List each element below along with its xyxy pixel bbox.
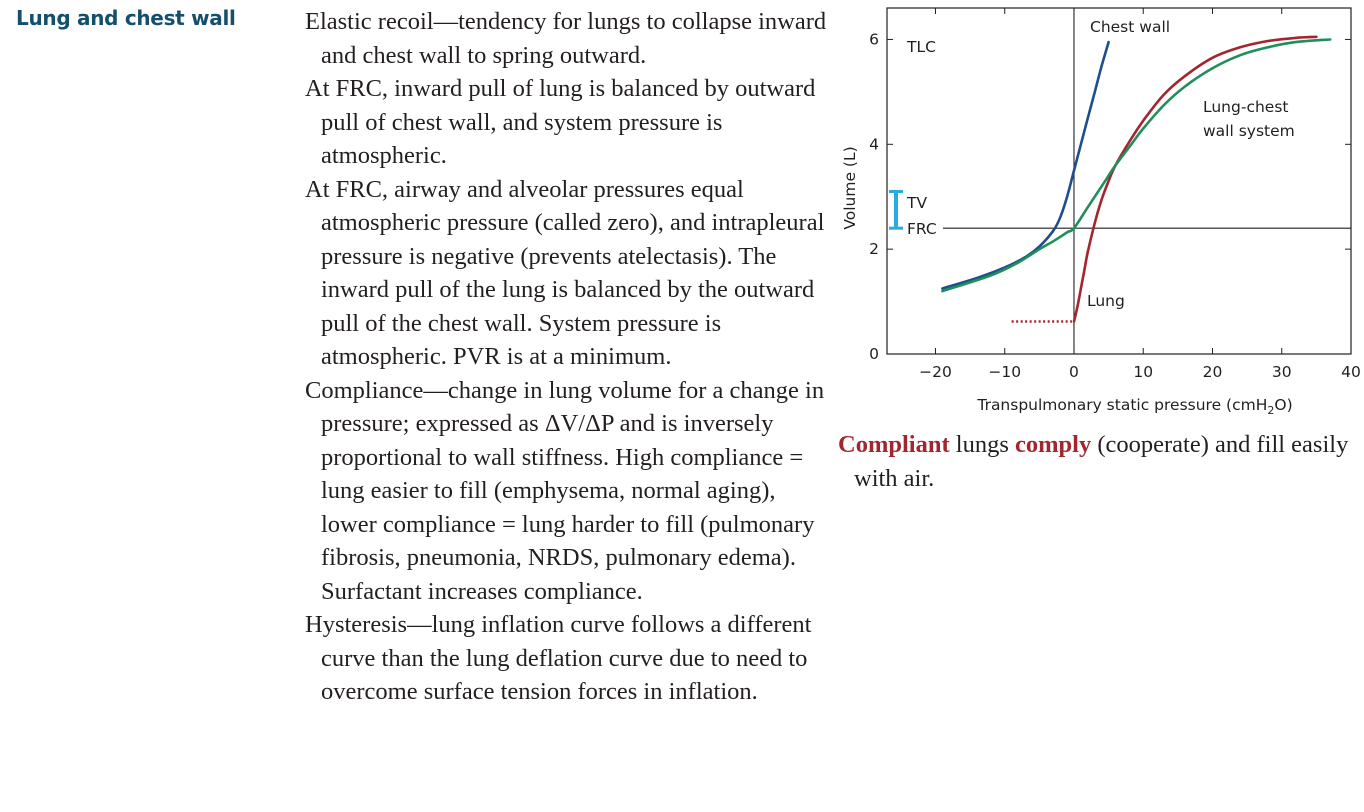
caption-text-2: (cooperate) and fill easily with air. xyxy=(854,431,1349,492)
x-axis-label xyxy=(976,396,1292,417)
x-tick-label: −10 xyxy=(988,363,1022,381)
caption-compliant: Compliant xyxy=(838,431,950,458)
chest-wall-label: Chest wall xyxy=(1090,18,1171,36)
y-tick-label: 4 xyxy=(869,135,879,154)
body-text xyxy=(305,5,835,709)
chest-wall-curve xyxy=(942,42,1108,288)
paragraph-elastic-recoil: Elastic recoil—tendency for lungs to collapse inward and chest wall to spring outward. xyxy=(305,8,827,69)
caption-text-1: lungs xyxy=(949,431,1015,458)
compliance-chart xyxy=(835,0,1361,420)
chart-canvas xyxy=(835,0,1361,420)
x-tick-label: 30 xyxy=(1271,363,1292,381)
y-tick-label: 0 xyxy=(869,345,879,363)
x-tick-label: −20 xyxy=(919,363,952,381)
x-tick-label: 20 xyxy=(1202,363,1223,381)
x-tick-label: 0 xyxy=(1069,363,1079,381)
system-label-line2: wall system xyxy=(1203,122,1295,140)
system-curve xyxy=(942,40,1330,292)
tlc-label: TLC xyxy=(907,38,936,56)
system-label-line1: Lung-chest xyxy=(1203,98,1289,116)
y-tick-label: 6 xyxy=(869,30,879,49)
x-axis-label-end: O) xyxy=(1274,396,1293,414)
paragraph-frc-balance: At FRC, inward pull of lung is balanced by outward pull of chest wall, and system pressure is atmospheric. xyxy=(305,75,816,169)
y-axis-label: Volume (L) xyxy=(841,146,859,230)
section-heading: Lung and chest wall xyxy=(16,6,236,30)
x-tick-label: 10 xyxy=(1133,363,1154,381)
x-tick-label: 40 xyxy=(1341,363,1361,381)
caption-comply: comply xyxy=(1014,431,1092,458)
x-axis-label-subscript: 2 xyxy=(1267,404,1275,417)
mnemonic-caption xyxy=(838,428,1364,495)
frc-label: FRC xyxy=(907,220,937,238)
tv-label: TV xyxy=(907,194,928,212)
paragraph-frc-pressures: At FRC, airway and alveolar pressures equal atmospheric pressure (called zero), and intrapleural pressure is negative (prevents atelectasis). The inward pull of the lung is balanced by the outward pull of the chest wall. System pressure is atmospheric. PVR is at a minimum. xyxy=(305,175,825,370)
y-tick-label: 2 xyxy=(869,240,879,259)
paragraph-compliance: Compliance—change in lung volume for a change in pressure; expressed as ΔV/ΔP and is inversely proportional to wall stiffness. High compliance = lung easier to fill (emphysema, normal aging), lower compliance = lung harder to fill (pulmonary fibrosis, pneumonia, NRDS, pulmonary edema). Surfactant increases compliance. xyxy=(305,376,825,605)
lung-label: Lung xyxy=(1087,292,1125,310)
paragraph-hysteresis: Hysteresis—lung inflation curve follows a different curve than the lung deflation curve due to need to overcome surface tension forces in inflation. xyxy=(305,611,812,705)
x-axis-label-main: Transpulmonary static pressure (cmH xyxy=(977,396,1268,414)
